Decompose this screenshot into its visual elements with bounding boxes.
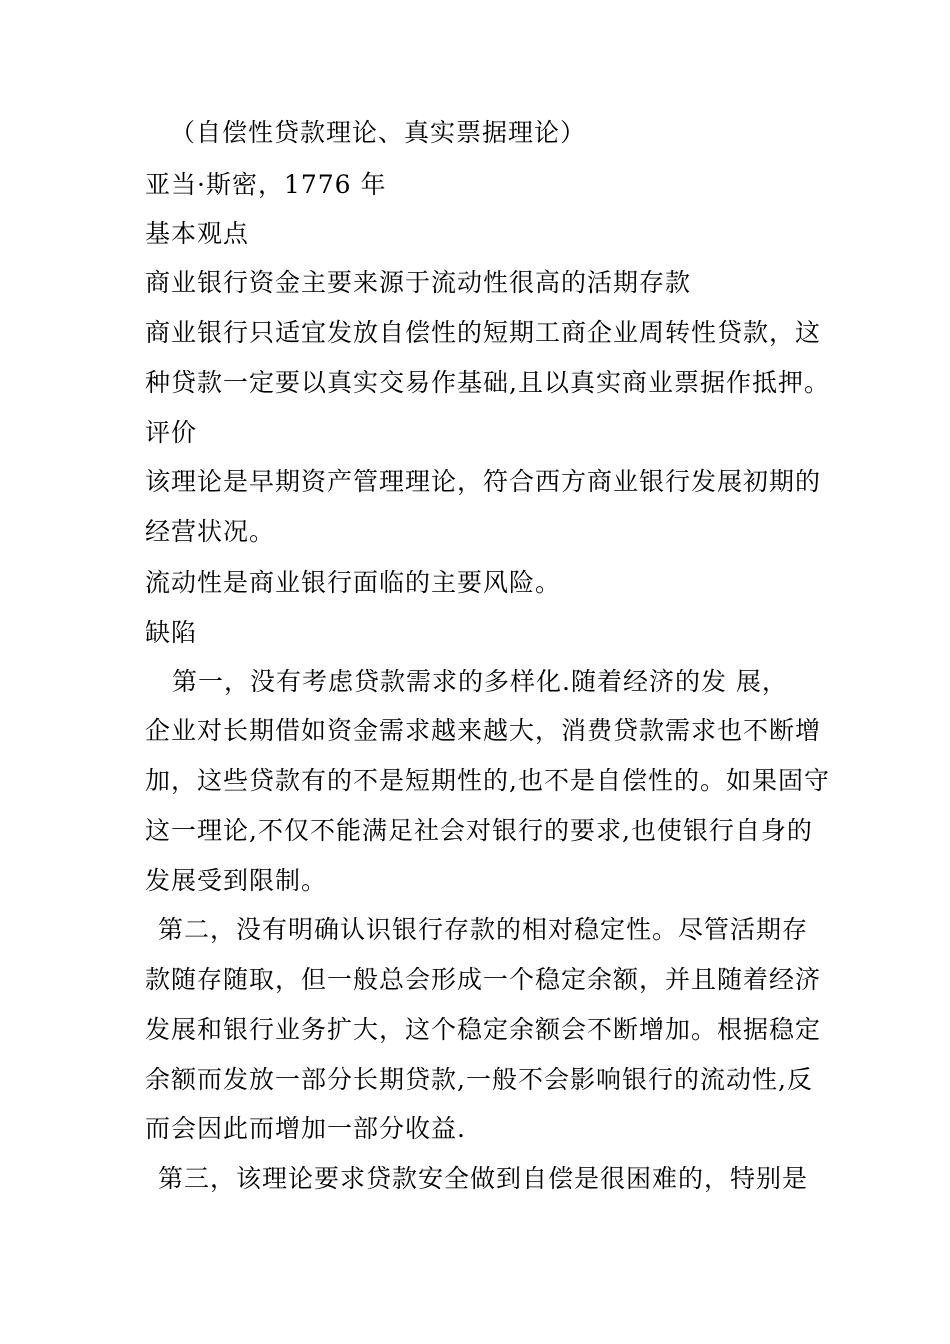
section-heading-evaluation: 评价: [145, 418, 198, 447]
author-line: 亚当·斯密，1776 年: [145, 170, 387, 199]
text-line: 商业银行资金主要来源于流动性很高的活期存款: [145, 268, 692, 297]
text-line: 企业对长期借如资金需求越来越大，消费贷款需求也不断增: [145, 716, 822, 745]
text-line: 加，这些贷款有的不是短期性的,也不是自偿性的。如果固守: [145, 766, 830, 795]
section-heading-basic-view: 基本观点: [145, 219, 250, 248]
text-line: 商业银行只适宜发放自偿性的短期工商企业周转性贷款，这: [145, 318, 822, 347]
text-line: 发展和银行业务扩大，这个稳定余额会不断增加。根据稳定: [145, 1015, 822, 1044]
section-heading-defects: 缺陷: [145, 618, 198, 647]
text-line: 经营状况。: [145, 517, 276, 546]
text-line: 第三，该理论要求贷款安全做到自偿是很困难的，特别是: [158, 1164, 809, 1193]
text-line: 发展受到限制。: [145, 866, 328, 895]
text-line: 该理论是早期资产管理理论，符合西方商业银行发展初期的: [145, 467, 822, 496]
text-line: 余额而发放一部分长期贷款,一般不会影响银行的流动性,反: [145, 1065, 813, 1094]
subtitle-line: （自偿性贷款理论、真实票据理论）: [170, 118, 587, 147]
text-line: 第二，没有明确认识银行存款的相对稳定性。尽管活期存: [158, 915, 809, 944]
text-line: 第一，没有考虑贷款需求的多样化.随着经济的发 展，: [172, 667, 788, 696]
text-line: 而会因此而增加一部分收益.: [145, 1114, 466, 1143]
text-line: 款随存随取，但一般总会形成一个稳定余额，并且随着经济: [145, 965, 822, 994]
text-line: 种贷款一定要以真实交易作基础,且以真实商业票据作抵押。: [145, 368, 830, 397]
text-line: 这一理论,不仅不能满足社会对银行的要求,也使银行自身的: [145, 816, 813, 845]
text-line: 流动性是商业银行面临的主要风险。: [145, 568, 562, 597]
